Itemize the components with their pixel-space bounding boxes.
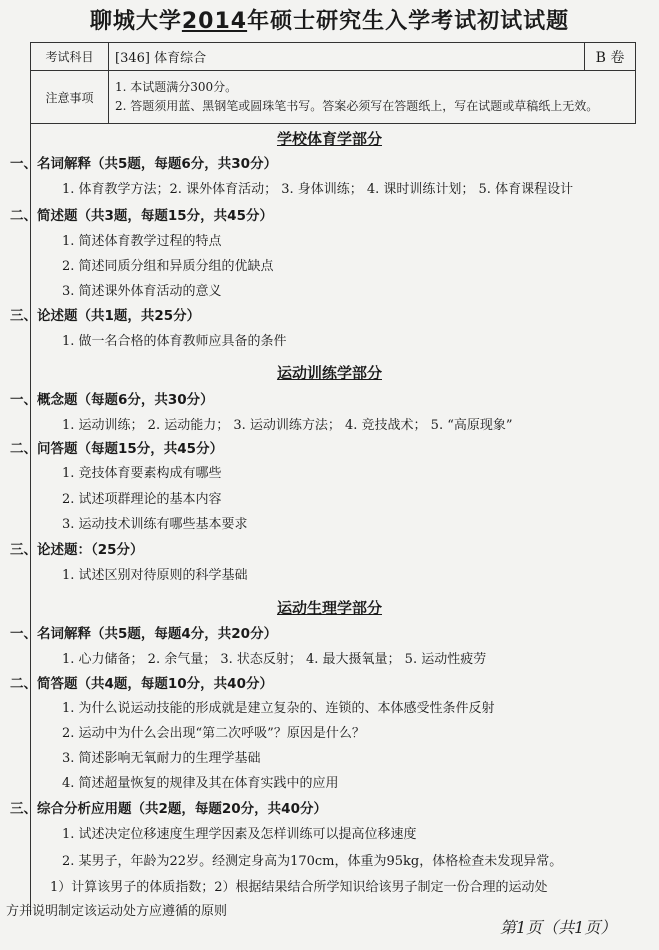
question-heading: 三、论述题：（25分） <box>10 542 144 558</box>
question-item: 1. 体育教学方法；2. 课外体育活动； 3. 身体训练； 4. 课时训练计划； 5. 体育课程设计 <box>62 182 574 197</box>
question-item: 3. 简述影响无氧耐力的生理学基础 <box>62 751 261 766</box>
section-title: 学校体育学部分 <box>276 130 382 148</box>
title-prefix: 聊城大学 <box>89 9 182 34</box>
question-heading: 一、概念题（每题6分，共30分） <box>10 392 214 408</box>
subject-row <box>30 42 636 71</box>
question-item: 1）计算该男子的体质指数；2）根据结果结合所学知识给该男子制定一份合理的运动处 <box>50 880 548 895</box>
question-item: 1. 试述决定位移速度生理学因素及怎样训练可以提高位移速度 <box>62 827 417 842</box>
note-item: 2. 答题须用蓝、黑钢笔或圆珠笔书写。答案必须写在答题纸上，写在试题或草稿纸上无效。 <box>115 99 599 113</box>
question-item: 2. 某男子，年龄为22岁。经测定身高为170cm，体重为95kg，体格检查未发现异常。 <box>62 854 563 869</box>
question-item: 2. 试述项群理论的基本内容 <box>62 492 222 507</box>
question-item: 3. 简述课外体育活动的意义 <box>62 284 222 299</box>
question-item: 1. 试述区别对待原则的科学基础 <box>62 568 248 583</box>
question-item: 1. 简述体育教学过程的特点 <box>62 234 222 249</box>
question-item: 3. 运动技术训练有哪些基本要求 <box>62 517 248 532</box>
question-item: 4. 简述超量恢复的规律及其在体育实践中的应用 <box>62 776 339 791</box>
question-item: 1. 做一名合格的体育教师应具备的条件 <box>62 334 287 349</box>
page-note: 第1页（共1页） <box>500 918 617 937</box>
question-item: 2. 运动中为什么会出现“第二次呼吸”？原因是什么？ <box>62 726 365 741</box>
question-heading: 一、名词解释（共5题，每题4分，共20分） <box>10 626 278 642</box>
question-heading: 一、名词解释（共5题，每题6分，共30分） <box>10 156 278 172</box>
section-title: 运动生理学部分 <box>276 599 382 617</box>
notes-list <box>109 71 635 123</box>
question-item: 1. 为什么说运动技能的形成就是建立复杂的、连锁的、本体感受性条件反射 <box>62 701 495 716</box>
subject-label: 考试科目 <box>31 43 109 70</box>
question-heading: 二、简述题（共3题，每题15分，共45分） <box>10 208 273 224</box>
paper-version: B 卷 <box>595 49 625 66</box>
note-item: 1. 本试题满分300分。 <box>115 80 238 94</box>
question-heading: 二、问答题（每题15分，共45分） <box>10 441 224 457</box>
notes-label: 注意事项 <box>31 71 109 123</box>
exam-title <box>0 4 659 35</box>
question-heading: 三、论述题（共1题，共25分） <box>10 308 201 324</box>
title-suffix: 年硕士研究生入学考试初试试题 <box>247 9 570 34</box>
subject-value: [346] 体育综合 <box>109 43 585 70</box>
question-heading: 三、综合分析应用题（共2题，每题20分，共40分） <box>10 801 327 817</box>
notes-row <box>30 70 636 124</box>
question-item: 1. 运动训练； 2. 运动能力； 3. 运动训练方法； 4. 竞技战术； 5. “高原现象” <box>62 418 513 433</box>
section-title: 运动训练学部分 <box>276 364 382 382</box>
exam-year: 2014 <box>181 9 248 34</box>
question-item: 1. 心力储备； 2. 余气量； 3. 状态反射； 4. 最大摄氧量； 5. 运动性疲劳 <box>62 652 487 667</box>
question-heading: 二、简答题（共4题，每题10分，共40分） <box>10 676 273 692</box>
question-item: 1. 竞技体育要素构成有哪些 <box>62 466 222 481</box>
question-item: 方并说明制定该运动处方应遵循的原则 <box>6 904 228 919</box>
question-item: 2. 简述同质分组和异质分组的优缺点 <box>62 259 274 274</box>
